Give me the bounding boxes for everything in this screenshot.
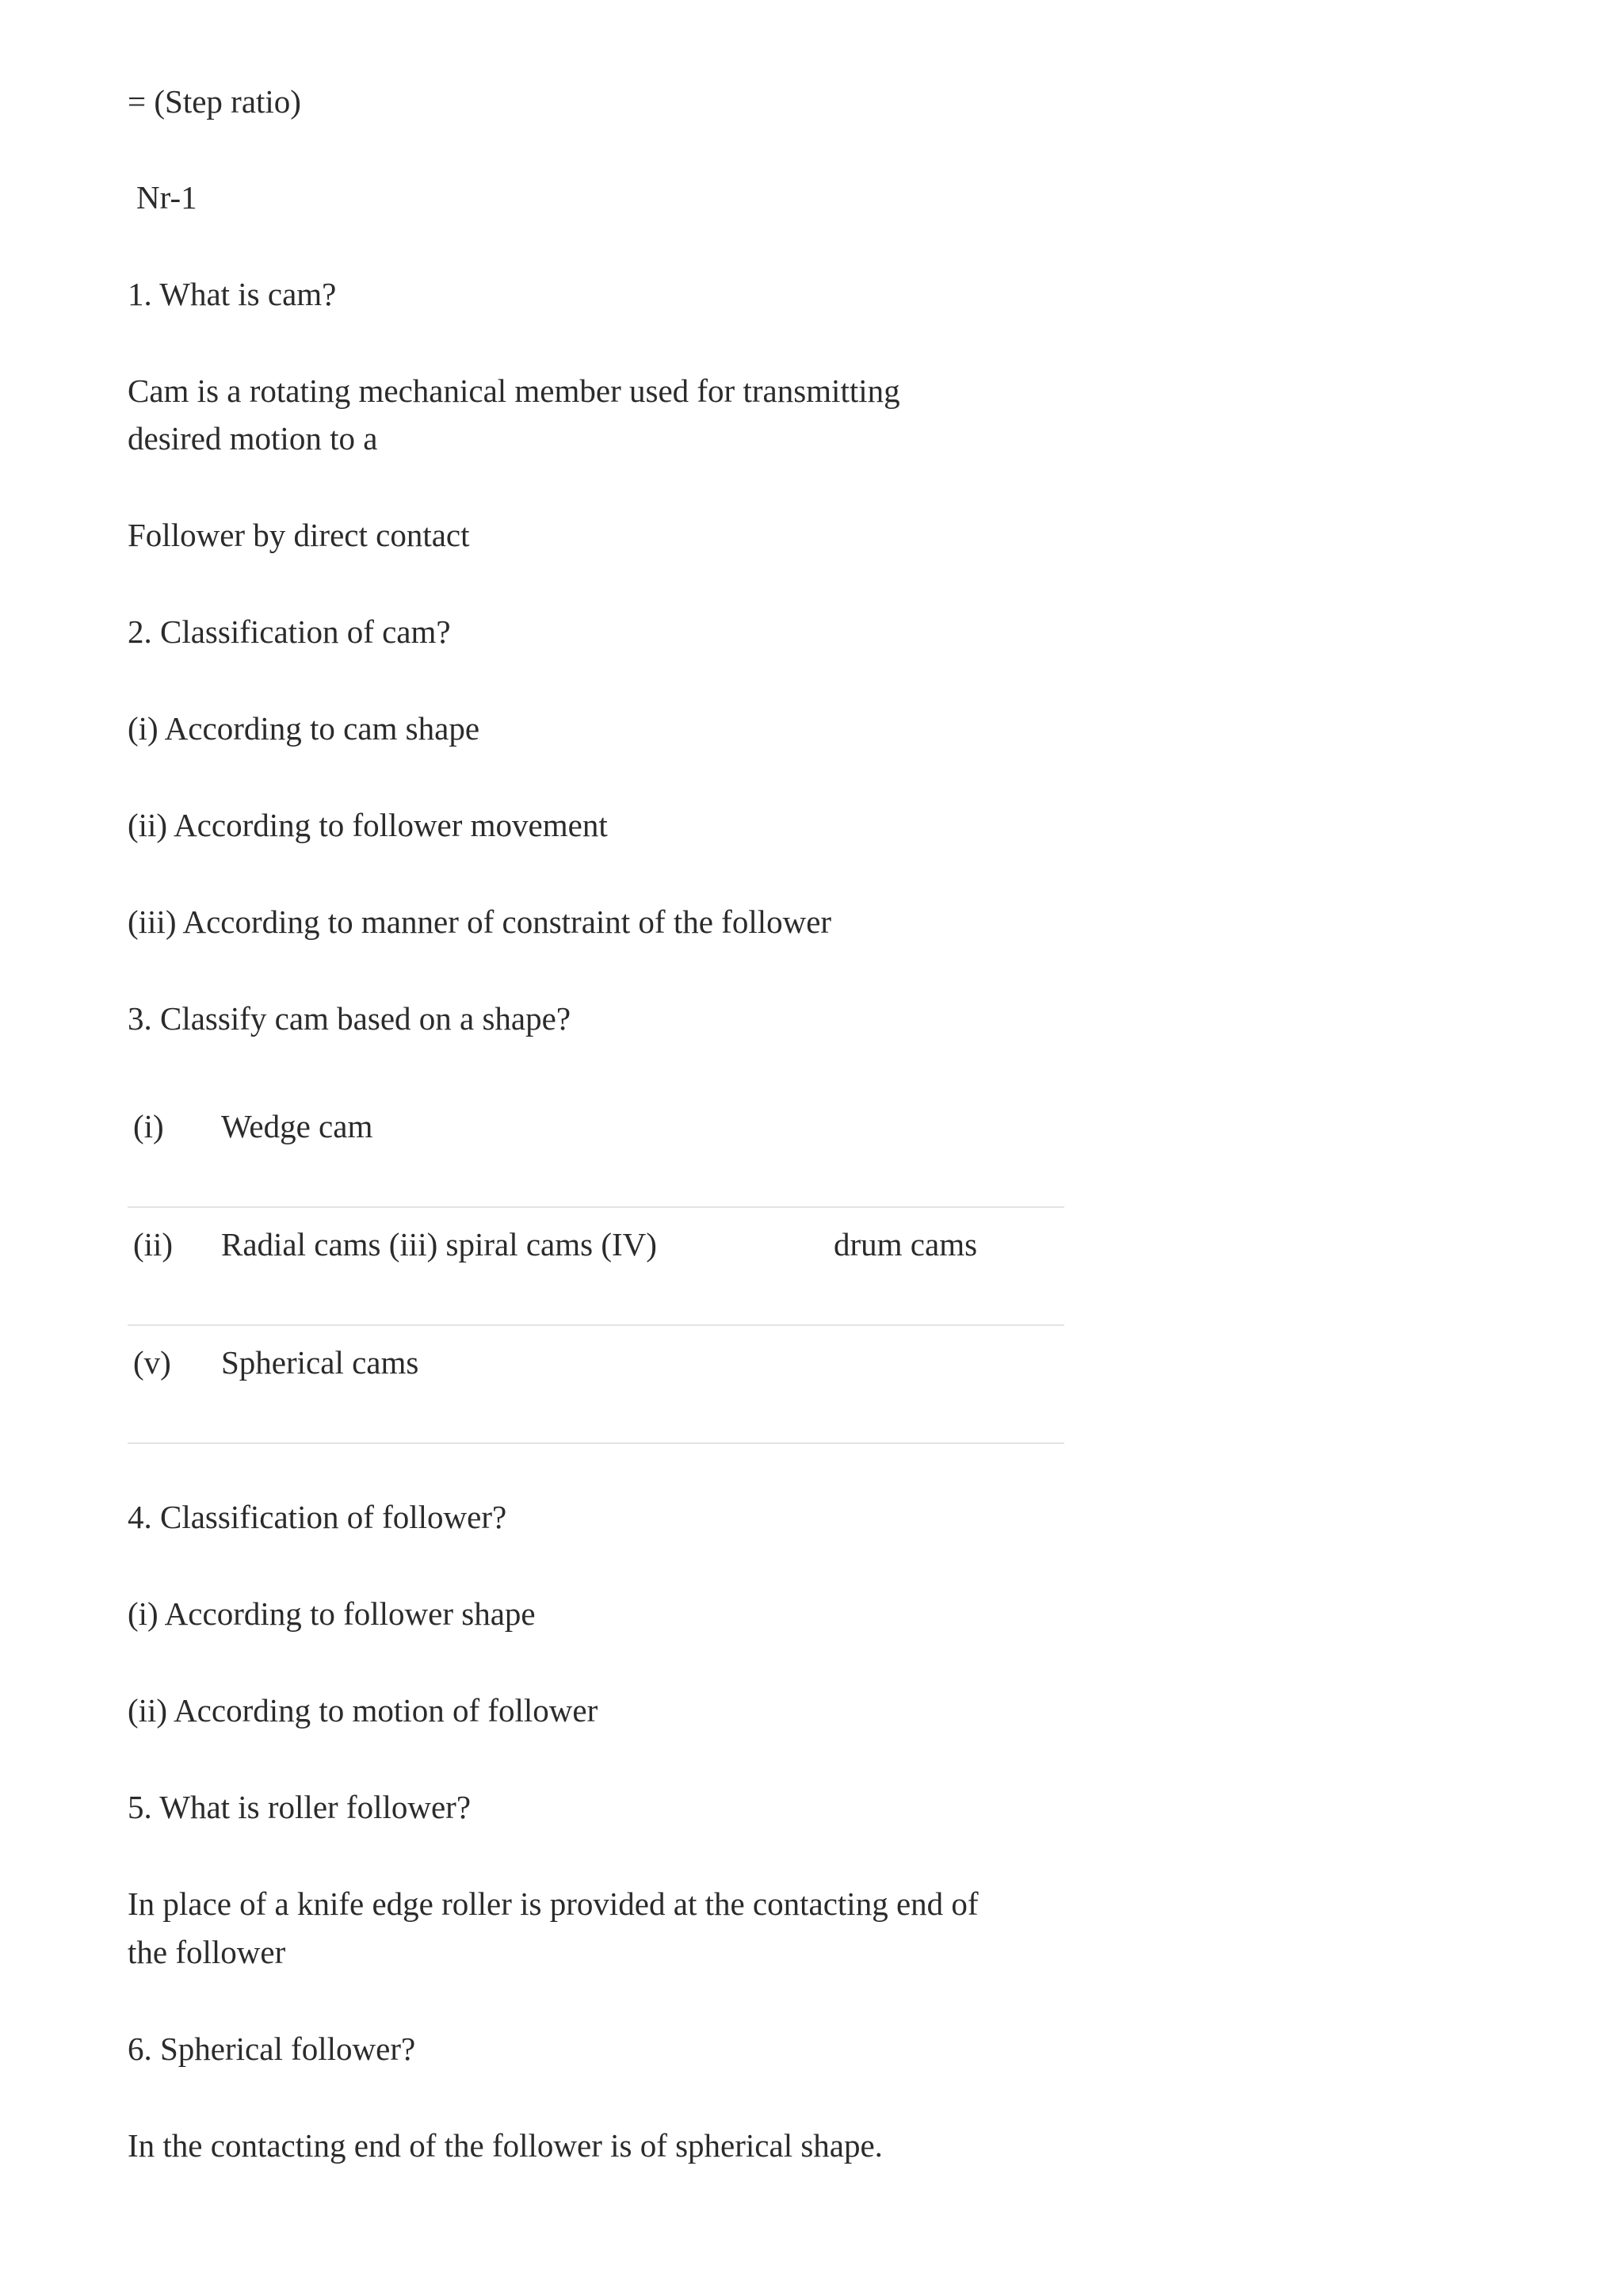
answer-1-line-3: Follower by direct contact: [128, 517, 470, 553]
table-row-divider: [128, 1442, 1064, 1444]
question-3: 3. Classify cam based on a shape?: [128, 1000, 571, 1037]
answer-5-line-1: In place of a knife edge roller is provided at the contacting end of: [128, 1885, 979, 1922]
question-2: 2. Classification of cam?: [128, 613, 451, 650]
row-number: (i): [133, 1108, 164, 1144]
question-5: 5. What is roller follower?: [128, 1789, 472, 1825]
answer-6: In the contacting end of the follower is of spherical shape.: [128, 2127, 883, 2164]
answer-5-line-2: the follower: [128, 1934, 286, 1970]
nr-text: Nr-1: [136, 179, 197, 216]
question-4-item-ii: (ii) According to motion of follower: [128, 1692, 598, 1729]
table-row-divider: [128, 1206, 1064, 1208]
table-row-divider: [128, 1324, 1064, 1326]
question-2-item-i: (i) According to cam shape: [128, 710, 480, 747]
question-6: 6. Spherical follower?: [128, 2030, 416, 2067]
answer-1-line-1: Cam is a rotating mechanical member used for transmitting: [128, 372, 900, 409]
row-text: Spherical cams: [221, 1344, 419, 1381]
question-1: 1. What is cam?: [128, 276, 337, 312]
row-text: Wedge cam: [221, 1108, 373, 1144]
row-extra-text: drum cams: [834, 1226, 978, 1263]
step-ratio-text: = (Step ratio): [128, 83, 301, 120]
question-2-item-ii: (ii) According to follower movement: [128, 807, 608, 843]
question-4: 4. Classification of follower?: [128, 1499, 507, 1535]
answer-1-line-2: desired motion to a: [128, 420, 378, 457]
row-number: (ii): [133, 1226, 174, 1263]
row-text: Radial cams (iii) spiral cams (IV): [221, 1226, 657, 1263]
question-2-item-iii: (iii) According to manner of constraint of the follower: [128, 904, 832, 940]
row-number: (v): [133, 1344, 171, 1381]
question-4-item-i: (i) According to follower shape: [128, 1595, 536, 1632]
